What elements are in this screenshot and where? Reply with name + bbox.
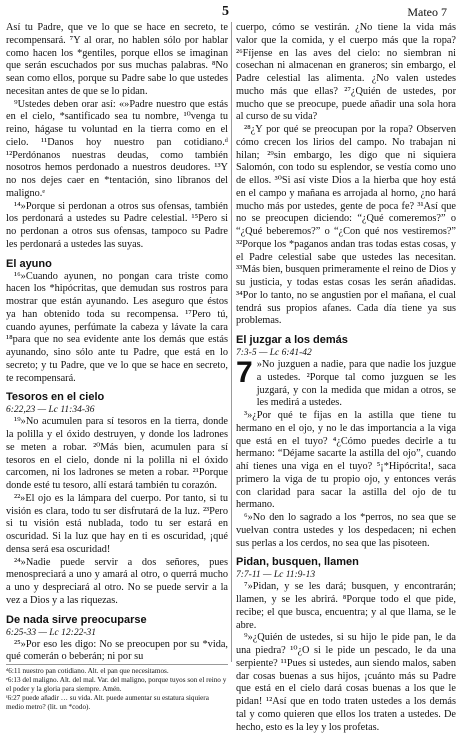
footnote: ᶠ6:27 puede añadir … su vida. Alt. puede aumentar su estatura siquiera medio metro? (lit. un *codo).	[6, 694, 209, 711]
cross-reference: 6:22,23 — Lc 11:34-36	[6, 405, 95, 416]
column-divider	[231, 22, 232, 662]
chapter-number: 7	[236, 356, 253, 389]
paragraph: cuerpo, cómo se vestirán. ¿No tiene la vida más valor que la comida, y el cuerpo más que la ropa? ²⁶Fíjense en las aves del cielo: no siembran ni cosechan ni almacenan en graneros; sin embargo, el Padre celestial las alimenta. ¿No valen ustedes mucho más que ellas? ²⁷¿Quién de ustedes, por mucho que se preocupe, puede añadir una sola hora al curso de su vida?	[236, 22, 456, 123]
paragraph: ⁹Ustedes deben orar así: «»Padre nuestro que estás en el cielo, *santificado sea tu nombre, ¹⁰venga tu reino, hágase tu voluntad en la tierra como en el cielo. ¹¹Danos hoy nuestro pan cotidiano.ᵈ ¹²Perdónanos nuestras deudas, como también nosotros hemos perdonado a nuestros deudores. ¹³Y no nos dejes caer en *tentación, sino líbranos del maligno.ᵉ	[6, 98, 228, 199]
page-number: 5	[222, 4, 229, 19]
cross-reference: 7:3-5 — Lc 6:41-42	[236, 348, 312, 358]
paragraph: ²²»El ojo es la lámpara del cuerpo. Por tanto, si tu visión es clara, todo tu ser disfrutará de la luz. ²³Pero si tu visión está nublada, todo tu ser estará en oscuridad. Si la luz que hay en ti es oscuridad, ¡qué densa será esa oscuridad!	[6, 492, 228, 555]
section-heading: Pidan, busquen, llamen	[236, 556, 359, 569]
paragraph: ²⁸¿Y por qué se preocupan por la ropa? Observen cómo crecen los lirios del campo. No trabajan ni hilan; ²⁹sin embargo, les digo que ni siquiera Salomón, con todo su esplendor, se vestía como uno de ellos. ³⁰Si así viste Dios a la hierba que hoy está en el campo y mañana es arrojada al horno, ¿no hará mucho más por ustedes, gente de poca fe? ³¹Así que no se preocupen diciendo: “¿Qué comeremos?” o “¿Qué beberemos?” o “¿Con qué nos vestiremos?” ³²Porque los *paganos andan tras todas estas cosas, y el Padre celestial sabe que ustedes las necesitan. ³³Más bien, busquen primeramente el reino de Dios y su justicia, y todas estas cosas les serán añadidas. ³⁴Por lo tanto, no se angustien por el mañana, el cual tendrá sus propios afanes. Cada día tiene ya sus problemas.	[236, 124, 456, 327]
running-head: Mateo 7	[407, 5, 447, 19]
cross-reference: 7:7-11 — Lc 11:9-13	[236, 570, 316, 581]
paragraph: ²⁵»Por eso les digo: No se preocupen por su *vida, qué comerán o beberán; ni por su	[6, 638, 228, 663]
paragraph: ³»¿Por qué te fijas en la astilla que tiene tu hermano en el ojo, y no le das importancia a la viga que está en el tuyo? ⁴¿Cómo puedes decirle a tu hermano: “Déjame sacarte la astilla del ojo”, cuando ahí tienes una viga en el tuyo? ⁵¡*Hipócrita!, saca primero la viga de tu propio ojo, y entonces verás con claridad para sacar la astilla del ojo de tu hermano.	[236, 410, 456, 511]
chapter-opening	[236, 356, 456, 410]
cross-reference: 6:25-33 — Lc 12:22-31	[6, 627, 96, 638]
paragraph: ²⁴»Nadie puede servir a dos señores, pues menospreciará a uno y amará al otro, o querrá mucho a uno y despreciará al otro. No se puede servir a la vez a Dios y a las riquezas.	[6, 556, 228, 606]
footnote: ᵈ6:11 nuestro pan cotidiano. Alt. el pan que necesitamos.	[6, 667, 169, 675]
paragraph: ¹⁶»Cuando ayunen, no pongan cara triste como hacen los *hipócritas, que demudan sus rostros para mostrar que están ayunando. Les aseguro que éstos ya han obtenido toda su recompensa. ¹⁷Pero tú, cuando ayunes, perfúmate la cabeza y lávate la cara ¹⁸para que no sea evidente ante los demás que estás ayunando, sino sólo ante tu Padre, que está en lo secreto; y tu Padre, que ve lo que se hace en secreto, te recompensará.	[6, 270, 228, 384]
section-heading: De nada sirve preocuparse	[6, 613, 147, 626]
section-heading: Tesoros en el cielo	[6, 391, 105, 404]
left-column	[6, 22, 228, 664]
right-column	[236, 22, 456, 734]
paragraph: ⁶»No den lo sagrado a los *perros, no sea que se vuelvan contra ustedes y los despedacen; ni echen sus perlas a los cerdos, no sea que las pisoteen.	[236, 512, 456, 549]
footnotes	[6, 664, 228, 712]
footnote: ᵉ6:13 del maligno. Alt. del mal. Var. del maligno, porque tuyos son el reino y el poder y la gloria para siempre. Amén.	[6, 676, 227, 693]
paragraph: ¹⁹»No acumulen para sí tesoros en la tierra, donde la polilla y el óxido destruyen, y donde los ladrones se meten a robar. ²⁰Más bien, acumulen para sí tesoros en el cielo, donde ni la polilla ni el óxido carcomen, ni los ladrones se meten a robar. ²¹Porque donde esté tu tesoro, allí estará también tu corazón.	[6, 416, 228, 491]
paragraph: Así tu Padre, que ve lo que se hace en secreto, te recompensará. ⁷Y al orar, no hablen sólo por hablar como hacen los *gentiles, porque ellos se imaginan que serán escuchados por sus muchas palabras. ⁸No sean como ellos, porque su Padre sabe lo que ustedes necesitan antes de que se lo pidan.	[6, 22, 228, 97]
paragraph: »No juzguen a nadie, para que nadie los juzgue a ustedes. ²Porque tal como juzguen se les juzgará, y con la medida que midan a otros, se les medirá a ustedes.	[256, 359, 456, 409]
paragraph: ¹⁴»Porque si perdonan a otros sus ofensas, también los perdonará a ustedes su Padre celestial. ¹⁵Pero si no perdonan a otros sus ofensas, tampoco su Padre les perdonará a ustedes las suyas.	[6, 200, 228, 250]
section-heading: El juzgar a los demás	[236, 334, 348, 346]
paragraph: ⁷»Pidan, y se les dará; busquen, y encontrarán; llamen, y se les abrirá. ⁸Porque todo el que pide, recibe; el que busca, encuentra; y al que llama, se le abre.	[236, 581, 456, 631]
paragraph: ⁹»¿Quién de ustedes, si su hijo le pide pan, le da una piedra? ¹⁰¿O si le pide un pescado, le da una serpiente? ¹¹Pues si ustedes, aun siendo malos, saben dar cosas buenas a sus hijos, ¡cuánto más su Padre que está en el cielo dará cosas buenas a los que le pidan! ¹²Así que en todo traten ustedes a los demás tal y como quieren que ellos los traten a ustedes. De hecho, esto es la ley y los profetas.	[236, 632, 456, 733]
page-header	[0, 4, 461, 22]
section-heading: El ayuno	[6, 257, 52, 270]
